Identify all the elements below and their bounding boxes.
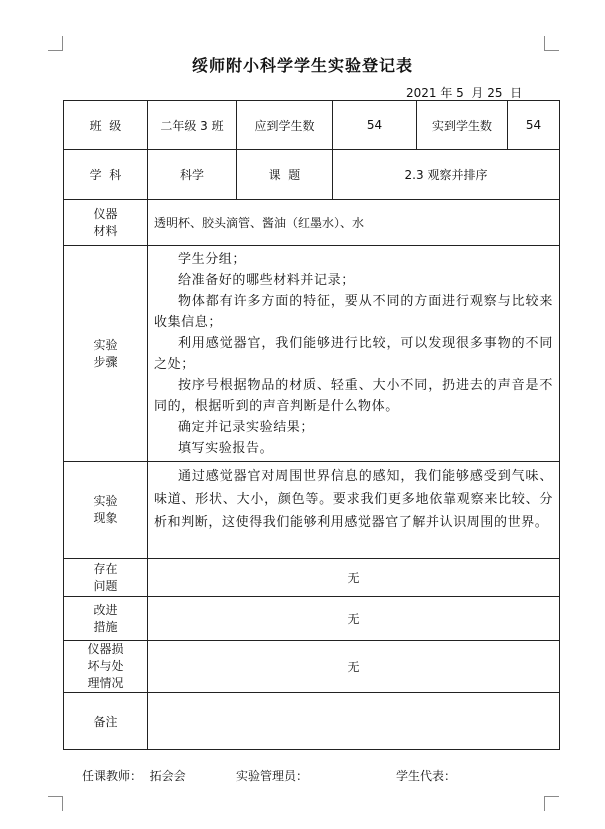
steps-label-line1: 实验 bbox=[93, 337, 118, 352]
issues-label-line2: 问题 bbox=[93, 578, 118, 593]
materials-row bbox=[64, 200, 560, 246]
materials-label-line1: 仪器 bbox=[93, 206, 118, 221]
materials-label-line2: 材料 bbox=[93, 223, 118, 238]
improvements-label-line1: 改进 bbox=[93, 602, 118, 617]
issues-row bbox=[64, 559, 560, 597]
subject-value: 科学 bbox=[148, 150, 237, 200]
corner-mark-top-left bbox=[48, 36, 63, 51]
footer-lab-manager: 实验管理员： bbox=[236, 769, 309, 783]
phenomena-label-line1: 实验 bbox=[93, 494, 118, 508]
damage-value: 无 bbox=[148, 641, 560, 693]
improvements-label-line2: 措施 bbox=[93, 619, 118, 634]
registration-table bbox=[63, 100, 560, 750]
corner-mark-bottom-right bbox=[544, 796, 559, 811]
actual-students-value: 54 bbox=[508, 101, 560, 150]
improvements-label bbox=[64, 597, 148, 641]
damage-row bbox=[64, 641, 560, 693]
remarks-value bbox=[148, 693, 560, 750]
class-value: 二年级 3 班 bbox=[148, 101, 237, 150]
subject-row bbox=[64, 150, 560, 200]
subject-label: 学 科 bbox=[64, 150, 148, 200]
remarks-row bbox=[64, 693, 560, 750]
issues-label-line1: 存在 bbox=[93, 561, 118, 576]
document-date: 2021 年 5 月 25 日 bbox=[406, 86, 523, 100]
step-item: 学生分组； bbox=[178, 252, 247, 267]
improvements-row bbox=[64, 597, 560, 641]
issues-label bbox=[64, 559, 148, 597]
damage-label-line3: 理情况 bbox=[87, 676, 124, 690]
issues-value: 无 bbox=[148, 559, 560, 597]
damage-label-line2: 坏与处 bbox=[87, 659, 124, 673]
document-title: 绥师附小科学学生实验登记表 bbox=[191, 56, 413, 75]
corner-mark-top-right bbox=[544, 36, 559, 51]
footer-student-representative: 学生代表： bbox=[396, 769, 457, 783]
actual-students-label: 实到学生数 bbox=[417, 101, 508, 150]
step-item: 填写实验报告。 bbox=[178, 441, 274, 456]
phenomena-label bbox=[64, 462, 148, 559]
step-item: 给准备好的哪些材料并记录； bbox=[178, 273, 355, 288]
step-item: 确定并记录实验结果； bbox=[178, 420, 315, 435]
step-item: 物体都有许多方面的特征，要从不同的方面进行观察与比较来收集信息； bbox=[154, 294, 553, 330]
materials-value: 透明杯、胶头滴管、酱油（红墨水）、水 bbox=[148, 200, 560, 246]
remarks-label: 备注 bbox=[64, 693, 148, 750]
class-label: 班 级 bbox=[64, 101, 148, 150]
steps-label bbox=[64, 246, 148, 462]
topic-value: 2.3 观察并排序 bbox=[333, 150, 560, 200]
footer-teacher: 任课教师： 拓会会 bbox=[82, 769, 186, 783]
expected-students-label: 应到学生数 bbox=[237, 101, 333, 150]
corner-mark-bottom-left bbox=[48, 796, 63, 811]
step-item: 利用感觉器官，我们能够进行比较，可以发现很多事物的不同之处； bbox=[154, 336, 553, 372]
expected-students-value: 54 bbox=[333, 101, 417, 150]
phenomena-content bbox=[148, 462, 560, 559]
damage-label-line1: 仪器损 bbox=[87, 642, 124, 656]
steps-label-line2: 步骤 bbox=[93, 354, 118, 369]
materials-label bbox=[64, 200, 148, 246]
steps-row bbox=[64, 246, 560, 462]
phenomena-row bbox=[64, 462, 560, 559]
step-item: 按序号根据物品的材质、轻重、大小不同，扔进去的声音是不同的，根据听到的声音判断是什么物体。 bbox=[154, 378, 553, 414]
topic-label: 课 题 bbox=[237, 150, 333, 200]
damage-label bbox=[64, 641, 148, 693]
improvements-value: 无 bbox=[148, 597, 560, 641]
class-row bbox=[64, 101, 560, 150]
phenomena-label-line2: 现象 bbox=[93, 511, 118, 525]
phenomena-text: 通过感觉器官对周围世界信息的感知，我们能够感受到气味、味道、形状、大小，颜色等。要求我们更多地依靠观察来比较、分析和判断，这使得我们能够利用感觉器官了解并认识周围的世界。 bbox=[154, 469, 553, 530]
steps-content bbox=[148, 246, 560, 462]
